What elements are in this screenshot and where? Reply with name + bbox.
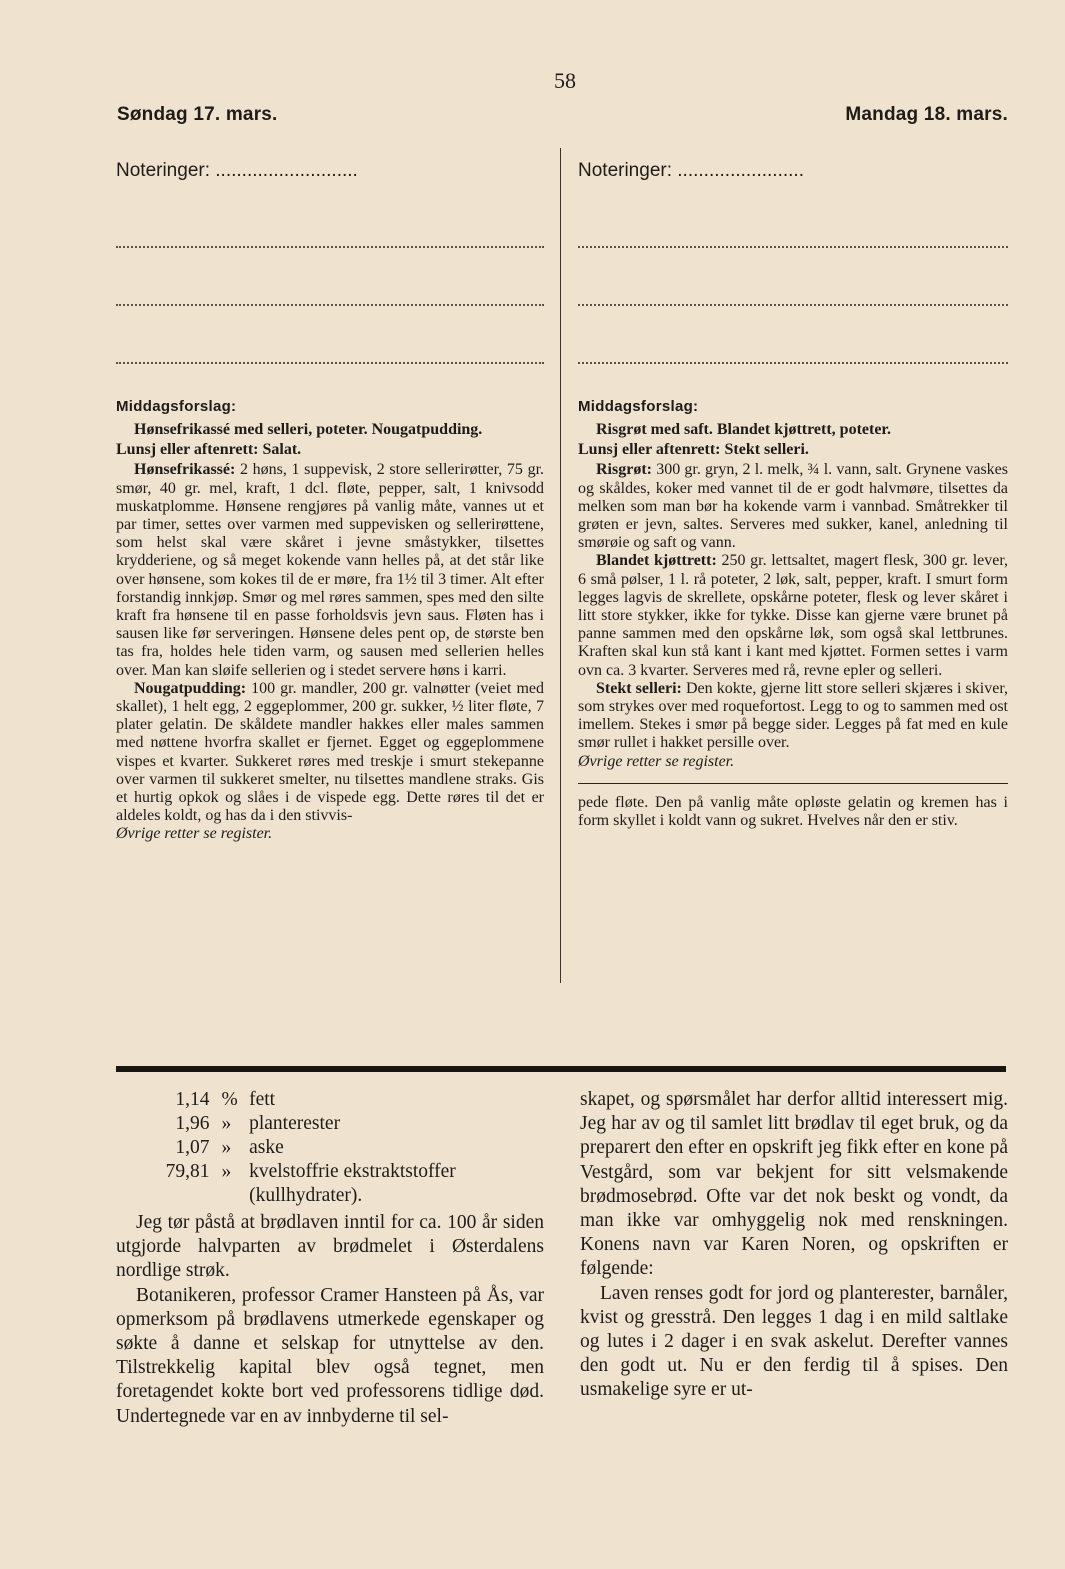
lunch-line: Lunsj eller aftenrett: Stekt selleri. — [578, 441, 809, 459]
stat-unit: » — [221, 1113, 232, 1134]
stat-value: 1,07 — [175, 1137, 210, 1158]
notes-dotted-line — [578, 280, 1008, 306]
register-reference: Øvrige retter se register. — [116, 825, 273, 843]
notes-label: Noteringer: — [116, 160, 216, 181]
recipe-text: Den kokte, gjerne litt store selleri skjæres i skiver, som strykes over med roquefortost. Legg to og to sammen med ost imellem. Stekes i smør på begge sider. Legges på fat med en kule smør rullet i hakket persille over. — [578, 679, 1009, 752]
separator-rule — [578, 783, 1008, 784]
stat-value: 1,14 — [175, 1089, 210, 1110]
recipe-name: Hønsefrikassé: — [134, 461, 236, 479]
recipe-paragraph — [578, 461, 1008, 552]
stat-label: kvelstoffrie ekstraktstoffer (kullhydrater). — [249, 1161, 456, 1206]
register-reference: Øvrige retter se register. — [578, 752, 735, 770]
stat-value: 1,96 — [175, 1113, 210, 1134]
recipe-paragraph — [116, 461, 544, 679]
article-paragraph: Laven renses godt for jord og planterester, barnåler, kvist og gresstrå. Den legges 1 dag i en mild saltlake og lutes i 2 dager i en svak askelut. Derefter vannes den godt ut. Nu er den ferdig til å spises. Den usmakelige syre er ut- — [580, 1282, 1008, 1401]
recipe-block — [578, 421, 1008, 830]
article-paragraph: Botanikeren, professor Cramer Hansteen på Ås, var opmerksom på brødlavens utmerkede egenskaper og søkte å danne et selskap for utnyttelse av den. Tilstrekkelig kapital blev også tegnet, men foretagendet kokte bort ved professorens tidlige død. Undertegnede var en av innbyderne til sel- — [116, 1284, 544, 1427]
page-number: 58 — [554, 68, 576, 93]
table-row — [146, 1112, 544, 1136]
recipe-paragraph — [578, 680, 1008, 753]
article-right-column — [580, 1088, 1008, 1403]
notes-label: Noteringer: — [578, 160, 678, 181]
notes-dotted-line — [116, 338, 544, 364]
recipe-name: Stekt selleri: — [596, 679, 682, 697]
article-paragraph: Jeg tør påstå at brødlaven inntil for ca. 100 år siden utgjorde halvparten av brødmelet i Østerdalens nordlige strøk. — [116, 1212, 544, 1282]
recipe-text: 250 gr. lettsaltet, magert flesk, 300 gr. lever, 6 små pølser, 1 l. rå poteter, 2 løk, salt, pepper, kraft. I smurt form legges lagvis de skrellete, opskårne poteter, flesk og lever skåret i litt store stykker, ikke for tykke. Disse kan gjerne være brunet på panne sammen med den opskårne løk, som også skal lettbrunes. Kraften skal kun stå kant i kant med kjøttet. Formen settes i varm ovn ca. 3 kvarter. Serveres med rå, revne epler og selleri. — [578, 552, 1009, 679]
notes-field-right — [578, 160, 1008, 190]
stat-label: planterester — [249, 1113, 341, 1134]
stat-unit: % — [221, 1089, 238, 1110]
recipe-name: Blandet kjøttrett: — [596, 552, 717, 570]
recipe-text: 300 gr. gryn, 2 l. melk, ¾ l. vann, salt. Grynene vaskes og skåldes, koker med vannet til de er godt halvmøre, tilsettes da melken som man bør ha kokende varm i vannbad. Småtrekker til grøten er jevn, saltes. Serveres med sukker, kanel, anledning til smørøie og saft og vann. — [578, 461, 1009, 552]
composition-table — [146, 1088, 544, 1208]
section-divider — [116, 1066, 1006, 1072]
continuation-text: pede fløte. Den på vanlig måte opløste gelatin og kremen has i form skyllet i koldt vann og sukret. Hvelves når den er stiv. — [578, 793, 1008, 830]
notes-dotted-line — [578, 222, 1008, 248]
meal-suggestion-heading: Middagsforslag: — [116, 398, 237, 415]
lunch-line: Lunsj eller aftenrett: Salat. — [116, 441, 302, 459]
table-row — [146, 1088, 544, 1112]
table-row — [146, 1160, 544, 1208]
right-day-column — [578, 160, 1008, 830]
recipe-block — [116, 421, 544, 844]
notes-dots: ........................ — [677, 160, 804, 181]
notes-dotted-line — [116, 222, 544, 248]
stat-label: fett — [249, 1089, 276, 1110]
day-heading-right: Mandag 18. mars. — [845, 104, 1008, 125]
stat-unit: » — [221, 1137, 232, 1158]
article-paragraph: skapet, og spørsmålet har derfor alltid interessert mig. Jeg har av og til samlet litt brødlav til eget bruk, og da preparert den efter en opskrift jeg fikk efter en kone på Vestgård, som var bekjent for sitt velsmakende brødmosebrød. Ofte var det nok beskt og vondt, da man ikke var omhyggelig nok med renskningen. Konens navn var Karen Noren, og opskriften er følgende: — [580, 1089, 1008, 1280]
recipe-text: 2 høns, 1 suppevisk, 2 store sellerirøtter, 75 gr. smør, 40 gr. mel, kraft, 1 dcl. fløte, pepper, salt, 1 knivsodd muskatplomme. Hønsene rengjøres på vanlig måte, vannes ut et par timer, settes over varmen med suppevisken og sellerirøttene, som helst skal være skåret i jevne småstykker, tilsettes krydderiene, og så meget kokende vann helles på, at det står like over hønsene, som kokes til de er møre, fra 1½ til 3 timer. Alt efter forstandig innkjøp. Smør og mel røres sammen, spes med den silte kraft fra hønsene til en passe forholdsvis jevn saus. Fløten has i sausen like før serveringen. Hønsene deles pent op, de største ben tas fra, holdes hele tiden varm, og sausen med sellerien helles over. Man kan sløife sellerien og i stedet servere høns i karri. — [116, 461, 545, 679]
notes-field-left — [116, 160, 544, 190]
stat-label: aske — [249, 1137, 284, 1158]
recipe-name: Nougatpudding: — [134, 679, 247, 697]
recipe-paragraph — [578, 552, 1008, 679]
notes-dots: ........................... — [215, 160, 358, 181]
meal-suggestion-heading: Middagsforslag: — [578, 398, 699, 415]
dish-line: Hønsefrikassé med selleri, poteter. Nougatpudding. — [134, 421, 483, 438]
recipe-text: 100 gr. mandler, 200 gr. valnøtter (veiet med skallet), 1 helt egg, 2 eggeplommer, 200 gr. sukker, ½ liter fløte, 7 plater gelatin. De skåldete mandler hakkes eller males sammen med nøttene hvorfra skallet er fjernet. Egget og eggeplommene vispes et kvarter. Sukkeret røres med treskje i smurt stekepanne over varmen til sukkeret smelter, nu tilsettes mandlene straks. Gis et hurtig opkok og slåes i de vispede egg. Dette røres til det er aldeles koldt, og has da i den stivvis- — [116, 679, 544, 825]
left-day-column — [116, 160, 544, 844]
stat-unit: » — [221, 1161, 232, 1182]
table-row — [146, 1136, 544, 1160]
notes-dotted-line — [578, 338, 1008, 364]
article-left-column — [116, 1088, 544, 1429]
recipe-paragraph — [116, 680, 544, 826]
day-heading-left: Søndag 17. mars. — [117, 104, 278, 125]
dish-line: Risgrøt med saft. Blandet kjøttrett, poteter. — [596, 421, 892, 438]
stat-value: 79,81 — [165, 1161, 210, 1182]
recipe-name: Risgrøt: — [596, 461, 652, 479]
column-divider — [560, 148, 561, 983]
notes-dotted-line — [116, 280, 544, 306]
